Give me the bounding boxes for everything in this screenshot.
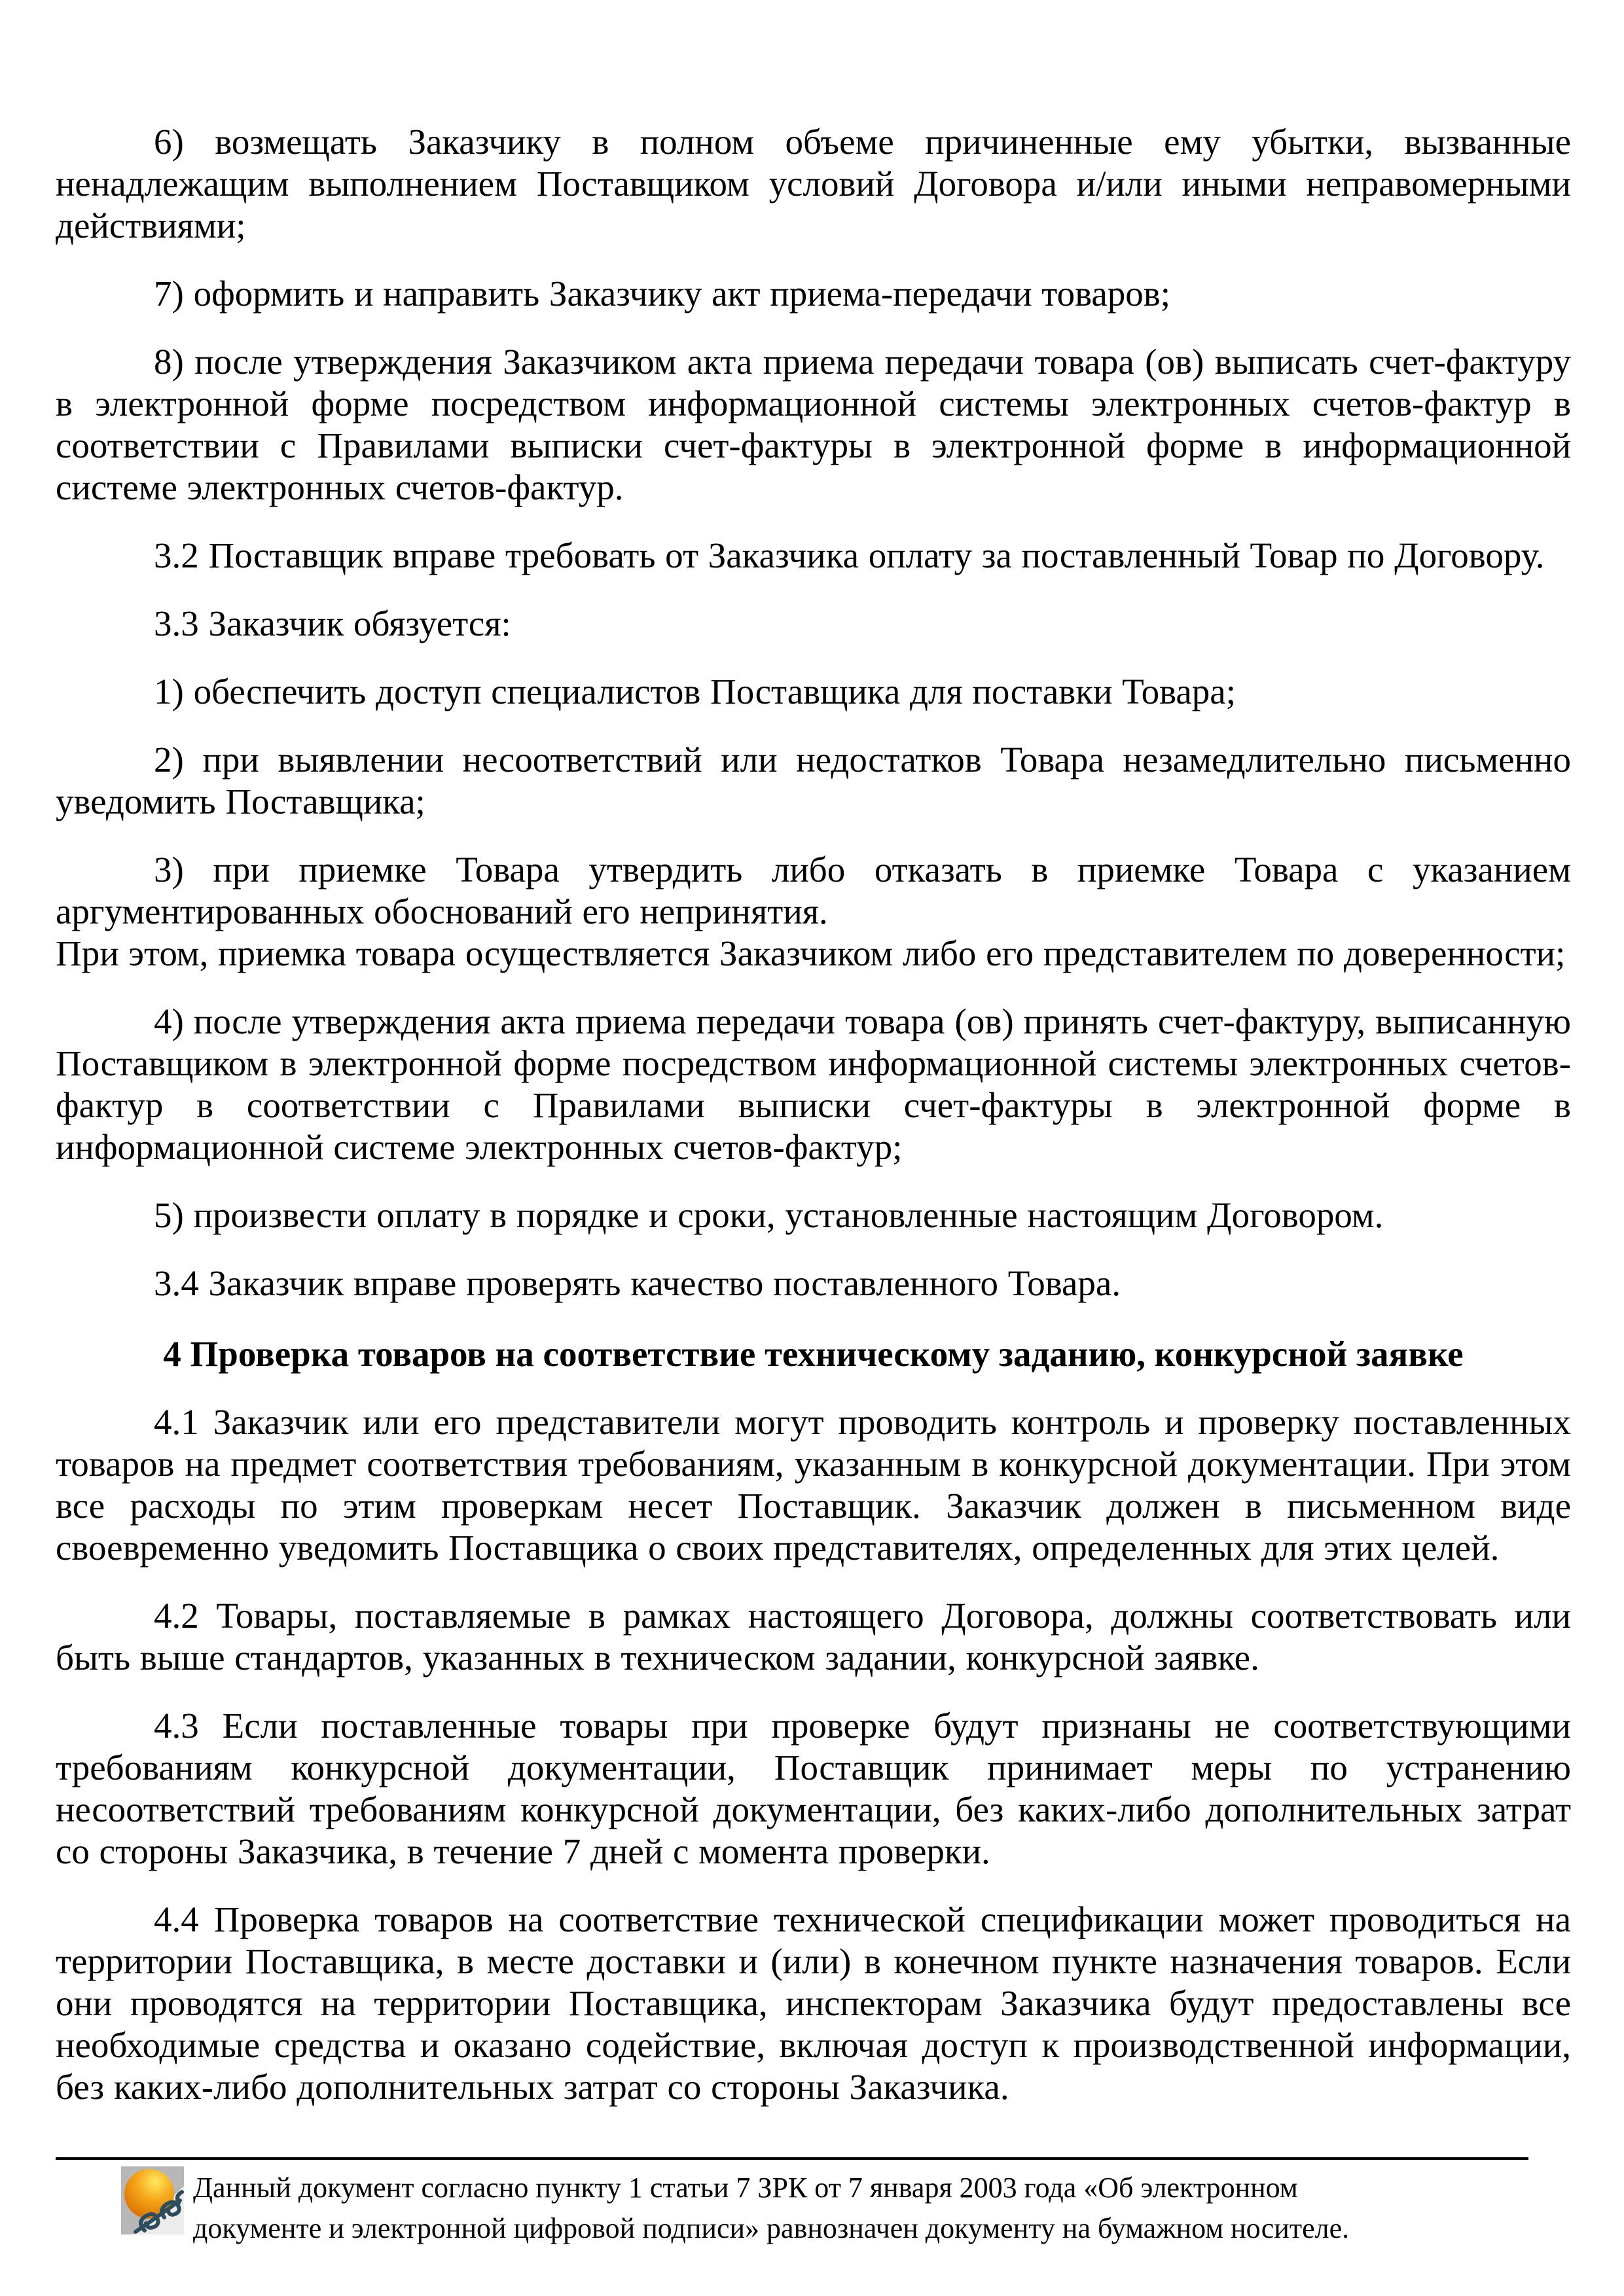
paragraph-clause-3-4: 3.4 Заказчик вправе проверять качество поставленного Товара. (154, 1263, 1121, 1303)
paragraph-item-3: 3) при приемке Товара утвердить либо отказать в приемке Товара с указанием аргументированных обоснований его непринятия. (56, 850, 1571, 931)
paragraph-clause-3-3: 3.3 Заказчик обязуется: (154, 603, 511, 643)
paragraph-item-4: 4) после утверждения акта приема передачи товара (ов) принять счет-фактуру, выписанную Поставщиком в электронной форме посредством информационной системы электронных счетов-фактур в соответствии с Правилами выписки счет-фактуры в электронной форме в информационной системе электронных счетов-фактур; (56, 1001, 1571, 1167)
paragraph-item-1: 1) обеспечить доступ специалистов Поставщика для поставки Товара; (154, 672, 1236, 711)
paragraph-clause-4-2: 4.2 Товары, поставляемые в рамках настоящего Договора, должны соответствовать или быть выше стандартов, указанных в техническом задании, конкурсной заявке. (56, 1596, 1571, 1677)
paragraph-item-6: 6) возмещать Заказчику в полном объеме причиненные ему убытки, вызванные ненадлежащим выполнением Поставщиком условий Договора и/или иными неправомерными действиями; (56, 122, 1571, 245)
footer-note: Данный документ согласно пункту 1 статьи 7 ЗРК от 7 января 2003 года «Об электронном документе и электронной цифровой подписи» равнозначен документу на бумажном носителе. (193, 2172, 1350, 2244)
footer-separator (56, 2157, 1528, 2160)
paragraph-item-8: 8) после утверждения Заказчиком акта приема передачи товара (ов) выписать счет-фактуру в электронной форме посредством информационной системы электронных счетов-фактур в соответствии с Правилами выписки счет-фактуры в электронной форме в информационной системе электронных счетов-фактур. (56, 342, 1571, 507)
contract-text (56, 121, 1571, 2108)
paragraph-clause-4-4: 4.4 Проверка товаров на соответствие технической спецификации может проводиться на территории Поставщика, в месте доставки и (или) в конечном пункте назначения товаров. Если они проводятся на территории Поставщика, инспекторам Заказчика будут предоставлены все необходимые средства и оказано содействие, включая доступ к производственной информации, без каких-либо дополнительных затрат со стороны Заказчика. (56, 1899, 1571, 2107)
egov-emblem-icon (121, 2166, 184, 2234)
section-4-heading: 4 Проверка товаров на соответствие техническому заданию, конкурсной заявке (163, 1334, 1464, 1374)
paragraph-item-5: 5) произвести оплату в порядке и сроки, установленные настоящим Договором. (154, 1195, 1384, 1235)
paragraph-item-2: 2) при выявлении несоответствий или недостатков Товара незамедлительно письменно уведомить Поставщика; (56, 740, 1571, 821)
paragraph-item-7: 7) оформить и направить Заказчику акт приема-передачи товаров; (154, 274, 1170, 314)
paragraph-clause-4-1: 4.1 Заказчик или его представители могут проводить контроль и проверку поставленных товаров на предмет соответствия требованиям, указанным в конкурсной документации. При этом все расходы по этим проверкам несет Поставщик. Заказчик должен в письменном виде своевременно уведомить Поставщика о своих представителях, определенных для этих целей. (56, 1402, 1571, 1568)
paragraph-clause-3-2: 3.2 Поставщик вправе требовать от Заказчика оплату за поставленный Товар по Договору. (154, 535, 1545, 575)
paragraph-item-3-continuation: При этом, приемка товара осуществляется Заказчиком либо его представителем по доверенности; (56, 933, 1566, 973)
signature-footer (56, 2157, 1571, 2249)
paragraph-clause-4-3: 4.3 Если поставленные товары при проверке будут признаны не соответствующими требованиям конкурсной документации, Поставщик принимает меры по устранению несоответствий требованиям конкурсной документации, без каких-либо дополнительных затрат со стороны Заказчика, в течение 7 дней с момента проверки. (56, 1706, 1571, 1871)
